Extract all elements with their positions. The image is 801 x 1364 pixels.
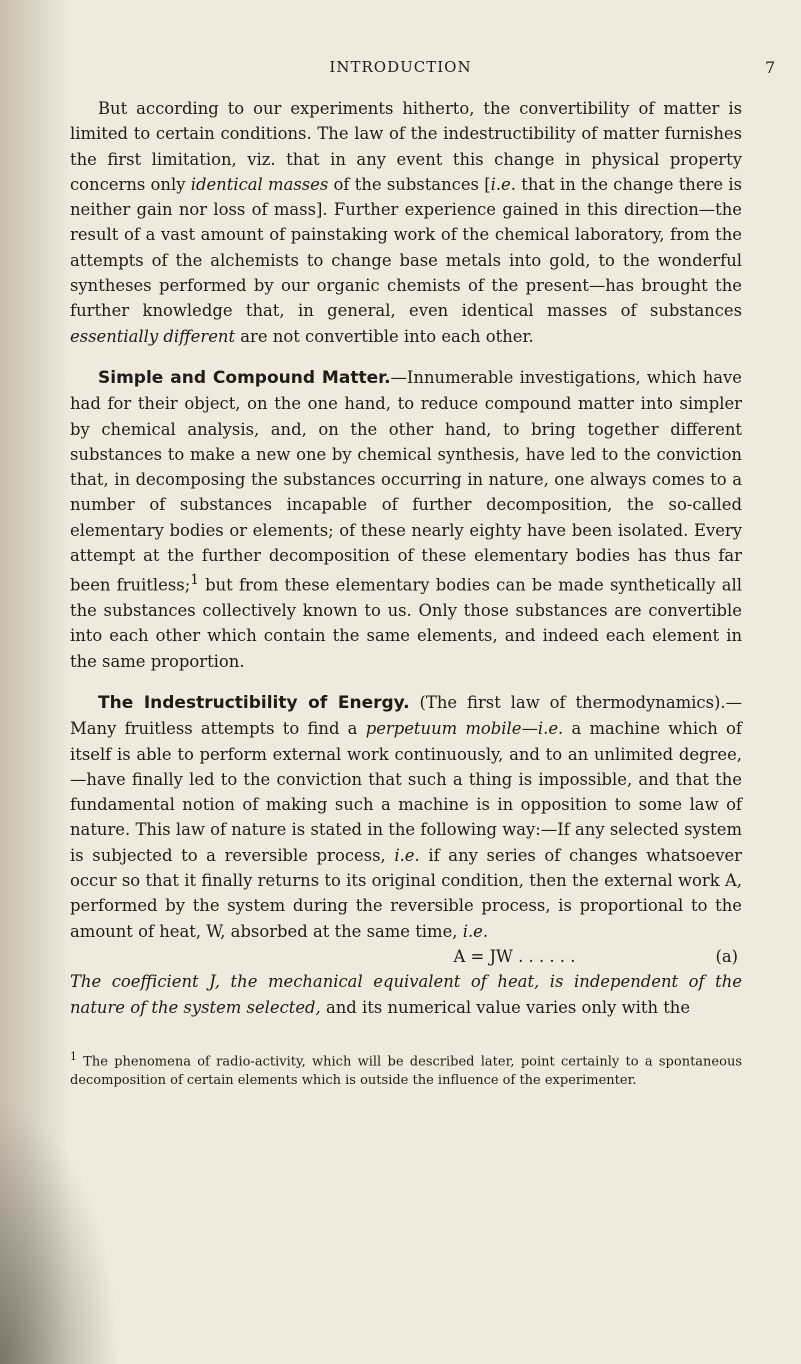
footnote <box>70 1047 742 1090</box>
emphasis: i.e. <box>394 845 420 865</box>
paragraph-convertibility <box>70 96 742 349</box>
paragraph-simple-compound-matter <box>70 365 742 674</box>
emphasis: identical masses <box>190 174 329 194</box>
equation-expression: A = JW . . . . . . <box>453 946 576 966</box>
section-heading-energy: The Indestructibility of Energy. <box>98 693 410 713</box>
emphasis: essentially different <box>70 326 236 346</box>
section-heading-simple-compound: Simple and Compound Matter. <box>98 367 391 388</box>
equation-label: (a) <box>715 946 738 966</box>
emphasis: perpetuum mobile <box>365 719 522 739</box>
page-number: 7 <box>765 58 776 77</box>
footnote-ref: 1 <box>190 572 199 589</box>
text-run: —Innumerable investigations, which have had for their object, on the one hand, to reduce compound matter into simpler by chemical analysis, and, on the other hand, to bring together different substances to make a new one by chemical synthesis, have led to the conviction that, in decomposing the substances occurring in nature, one always comes to a number of substances incapable of further decomposition, the so-called elementary bodies or elements; of these nearly eighty have been isolated. Every attempt at the further decomposition of these elementary bodies has thus far been fruitless; <box>70 367 742 595</box>
equation-a <box>70 944 742 969</box>
body-text <box>70 96 742 1020</box>
paragraph-coefficient <box>70 969 742 1020</box>
emphasis: i.e. <box>462 921 489 941</box>
emphasis: The coefficient J, the mechanical equivalent of heat, is independent of the nature of the system selected, <box>70 972 742 1017</box>
text-run: — <box>521 719 538 739</box>
text-run: of the substances [ <box>328 174 491 194</box>
text-run: are not convertible into each other. <box>235 326 534 346</box>
emphasis: i.e. <box>490 174 516 194</box>
paragraph-indestructibility-energy <box>70 690 742 944</box>
running-head: INTRODUCTION <box>329 58 472 76</box>
footnote-text: The phenomena of radio-activity, which will be described later, point certainly to a spontaneous decomposition of certain elements which is outside the influence of the experimenter. <box>70 1054 742 1089</box>
page-corner-shadow <box>0 1104 120 1364</box>
footnote-mark: 1 <box>70 1050 77 1063</box>
text-run: But according to our experiments hitherto, the convertibility of matter is limited to certain conditions. The law of the indestructibility of matter furnishes the first limitation, viz. that in any event this change in physical property concerns only <box>70 99 742 194</box>
text-run: (The first law of thermodynamics).—Many fruitless attempts to find a <box>70 693 742 739</box>
text-run: if any series of changes whatsoever occur so that it finally returns to its original condition, then the external work A, performed by the system during the reversible process, is proportional to the amount of heat, W, absorbed at the same time, <box>70 845 742 941</box>
text-run: and its numerical value varies only with the <box>320 997 691 1017</box>
text-run: but from these elementary bodies can be made synthetically all the substances collectively known to us. Only those substances are convertible into each other which contain the same elements, and indeed each element in the same proportion. <box>70 575 742 671</box>
text-run: a machine which of itself is able to perform external work continuously, and to an unlimited degree,—have finally led to the conviction that such a thing is impossible, and that the fundamental notion of making such a machine is in opposition to some law of nature. This law of nature is stated in the following way:—If any selected system is subjected to a reversible process, <box>70 719 742 865</box>
text-run: that in the change there is neither gain nor loss of mass]. Further experience gained in this direction—the result of a vast amount of painstaking work of the chemical laboratory, from the attempts of the alchemists to change base metals into gold, to the wonderful syntheses performed by our organic chemists of the present—has brought the further knowledge that, in general, even identical masses of substances <box>70 174 742 321</box>
emphasis: i.e. <box>537 719 564 739</box>
